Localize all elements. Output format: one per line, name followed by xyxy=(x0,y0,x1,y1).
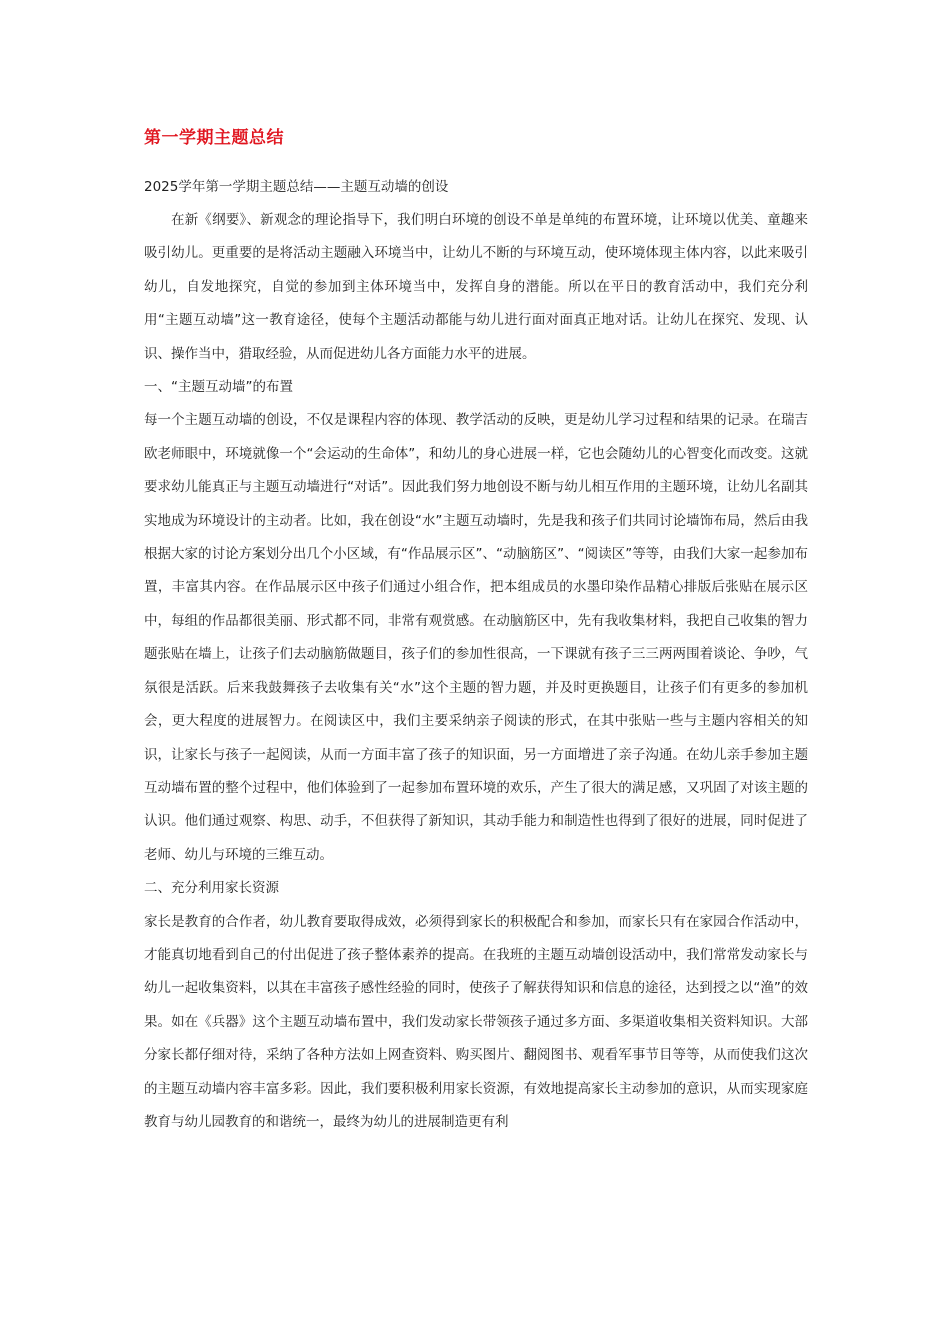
document-subtitle: 2025学年第一学期主题总结——主题互动墙的创设 xyxy=(144,179,449,195)
intro-paragraph: 在新《纲要》、新观念的理论指导下，我们明白环境的创设不单是单纯的布置环境，让环境以优美、童趣来吸引幼儿。更重要的是将活动主题融入环境当中，让幼儿不断的与环境互动，使环境体现主体内容，以此来吸引幼儿，自发地探究，自觉的参加到主体环境当中，发挥自身的潜能。所以在平日的教育活动中，我们充分利用“主题互动墙”这一教育途径，使每个主题活动都能与幼儿进行面对面真正地对话。让幼儿在探究、发现、认识、操作当中，猎取经验，从而促进幼儿各方面能力水平的进展。 xyxy=(144,212,808,362)
document-content xyxy=(144,120,808,1139)
section2-paragraph: 家长是教育的合作者，幼儿教育要取得成效，必须得到家长的积极配合和参加，而家长只有在家园合作活动中，才能真切地看到自己的付出促进了孩子整体素养的提高。在我班的主题互动墙创设活动中，我们常常发动家长与幼儿一起收集资料，以其在丰富孩子感性经验的同时，使孩子了解获得知识和信息的途径，达到授之以“渔”的效果。如在《兵器》这个主题互动墙布置中，我们发动家长带领孩子通过多方面、多渠道收集相关资料知识。大部分家长都仔细对待，采纳了各种方法如上网查资料、购买图片、翻阅图书、观看军事节目等等，从而使我们这次的主题互动墙内容丰富多彩。因此，我们要积极利用家长资源，有效地提高家长主动参加的意识，从而实现家庭教育与幼儿园教育的和谐统一，最终为幼儿的进展制造更有利 xyxy=(144,913,808,1130)
section1-paragraph: 每一个主题互动墙的创设，不仅是课程内容的体现、教学活动的反映，更是幼儿学习过程和结果的记录。在瑞吉欧老师眼中，环境就像一个“会运动的生命体”，和幼儿的身心进展一样，它也会随幼儿的心智变化而改变。这就要求幼儿能真正与主题互动墙进行“对话”。因此我们努力地创设不断与幼儿相互作用的主题环境，让幼儿名副其实地成为环境设计的主动者。比如，我在创设“水”主题互动墙时，先是我和孩子们共同讨论墙饰布局，然后由我根据大家的讨论方案划分出几个小区域，有“作品展示区”、“动脑筋区”、“阅读区”等等，由我们大家一起参加布置，丰富其内容。在作品展示区中孩子们通过小组合作，把本组成员的水墨印染作品精心排版后张贴在展示区中，每组的作品都很美丽、形式都不同，非常有观赏感。在动脑筋区中，先有我收集材料，我把自己收集的智力题张贴在墙上，让孩子们去动脑筋做题目，孩子们的参加性很高，一下课就有孩子三三两两围着谈论、争吵，气氛很是活跃。后来我鼓舞孩子去收集有关“水”这个主题的智力题，并及时更换题目，让孩子们有更多的参加机会，更大程度的进展智力。在阅读区中，我们主要采纳亲子阅读的形式，在其中张贴一些与主题内容相关的知识，让家长与孩子一起阅读，从而一方面丰富了孩子的知识面，另一方面增进了亲子沟通。在幼儿亲手参加主题互动墙布置的整个过程中，他们体验到了一起参加布置环境的欢乐，产生了很大的满足感，又巩固了对该主题的认识。他们通过观察、构思、动手，不但获得了新知识，其动手能力和制造性也得到了很好的进展，同时促进了老师、幼儿与环境的三维互动。 xyxy=(144,412,808,863)
document-title: 第一学期主题总结 xyxy=(144,128,284,148)
section2-heading: 二、充分利用家长资源 xyxy=(144,880,279,897)
section1-heading: 一、“主题互动墙”的布置 xyxy=(144,379,293,396)
